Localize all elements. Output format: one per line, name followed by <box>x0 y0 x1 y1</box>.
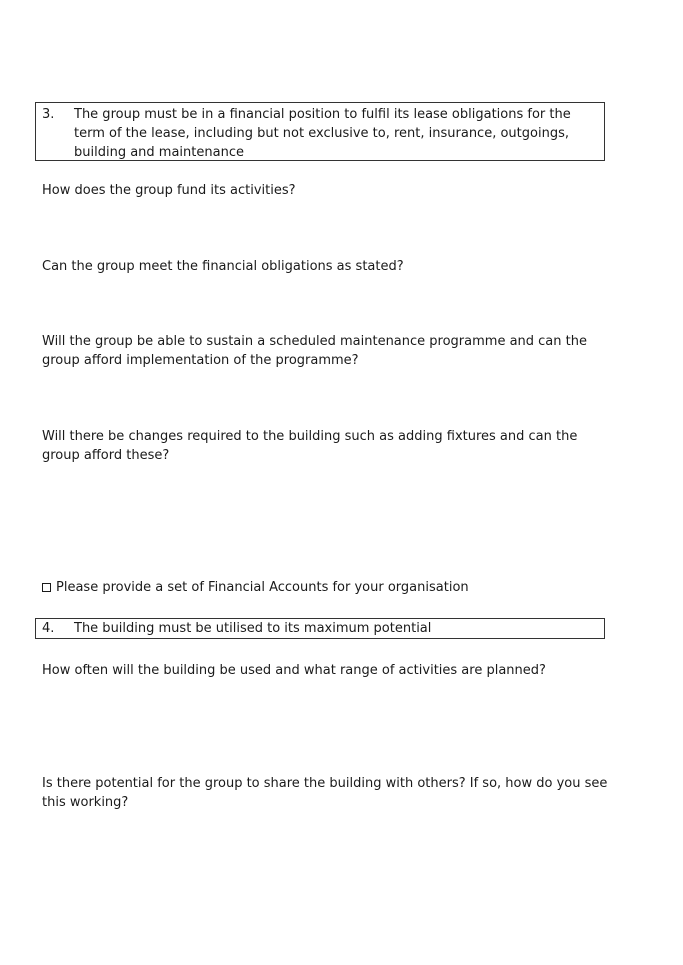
section-4-box <box>35 618 605 639</box>
financial-accounts-label: Please provide a set of Financial Accounts for your organisation <box>56 580 469 595</box>
question-maintenance-programme: Will the group be able to sustain a scheduled maintenance programme and can the group afford implementation of the programme? <box>42 334 587 368</box>
question-building-usage: How often will the building be used and what range of activities are planned? <box>42 663 546 678</box>
question-sharing-building: Is there potential for the group to share the building with others? If so, how do you see this working? <box>42 776 608 810</box>
section-3-number: 3. <box>42 107 55 122</box>
financial-accounts-checkbox-item[interactable] <box>42 578 617 597</box>
question-financial-obligations: Can the group meet the financial obligations as stated? <box>42 259 404 274</box>
checkbox[interactable] <box>42 583 51 592</box>
section-3-text: The group must be in a financial position to fulfil its lease obligations for the term of the lease, including but not exclusive to, rent, insurance, outgoings, building and maintenance <box>74 107 571 160</box>
section-3-box <box>35 102 605 161</box>
question-funding: How does the group fund its activities? <box>42 183 296 198</box>
question-building-changes: Will there be changes required to the building such as adding fixtures and can the group afford these? <box>42 429 578 463</box>
section-4-number: 4. <box>42 621 55 636</box>
section-4-text: The building must be utilised to its maximum potential <box>74 621 432 636</box>
